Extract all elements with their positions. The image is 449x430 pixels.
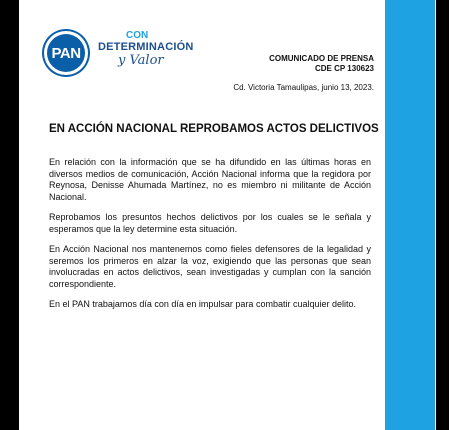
- press-release-label: [269, 54, 374, 74]
- slogan-con: CON: [126, 30, 149, 41]
- press-code: CDE CP 130623: [315, 64, 374, 73]
- paragraph: En Acción Nacional nos mantenemos como fieles defensores de la legalidad y seremos los primeros en alzar la voz, exigiendo que las personas que sean involucradas en actos delictivos, sean investigadas y cumplan con la sanción correspondiente.: [49, 244, 371, 289]
- paragraph: En el PAN trabajamos día con día en impulsar para combatir cualquier delito.: [49, 299, 356, 309]
- press-release-page: [19, 0, 436, 430]
- pan-logo: [44, 31, 88, 75]
- paragraph: Reprobamos los presuntos hechos delictivos por los cuales se le señala y esperamos que la ley determine esta situación.: [49, 212, 371, 234]
- blue-side-bar: [385, 0, 435, 430]
- headline: EN ACCIÓN NACIONAL REPROBAMOS ACTOS DELICTIVOS: [49, 123, 379, 135]
- pan-logo-text: PAN: [51, 44, 81, 62]
- body-text: [49, 157, 371, 320]
- campaign-slogan: [98, 30, 208, 72]
- press-label-title: COMUNICADO DE PRENSA: [269, 54, 374, 63]
- paragraph: En relación con la información que se ha difundido en las últimas horas en diversos medios de comunicación, Acción Nacional informa que la regidora por Reynosa, Denisse Ahumada Martínez, no es miembro ni militante de Acción Nacional.: [49, 157, 371, 202]
- slogan-valor: y Valor: [118, 53, 164, 68]
- place-date: Cd. Victoria Tamaulipas, junio 13, 2023.: [233, 83, 374, 92]
- slogan-determinacion: DETERMINACIÓN: [98, 41, 194, 53]
